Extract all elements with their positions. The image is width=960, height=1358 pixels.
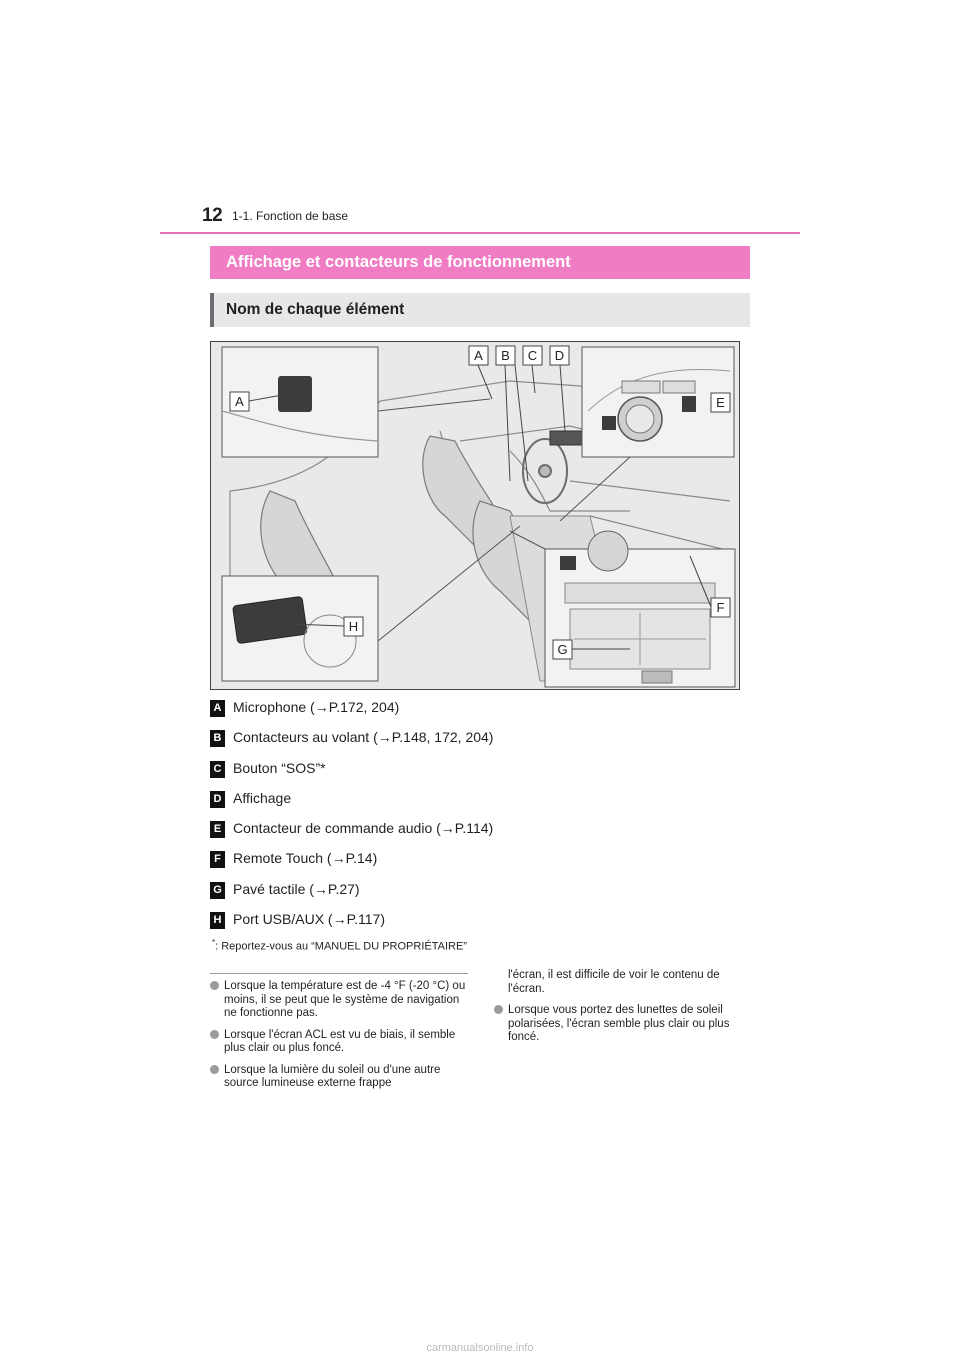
item-text: Port USB/AUX (→P.117) [233,911,385,928]
list-item [210,909,750,939]
item-letter-badge: D [210,791,225,808]
item-letter-badge: B [210,730,225,747]
list-item [210,697,750,727]
item-letter-badge: A [210,700,225,717]
note-continuation [494,969,754,996]
note-item [210,980,472,1021]
list-item [210,788,750,818]
callout-a-inset: A [235,394,244,409]
note-text: Lorsque l'écran ACL est vu de biais, il semble plus clair ou plus foncé. [224,1028,456,1054]
list-item [210,818,750,848]
note-item [210,1029,472,1056]
item-letter-badge: H [210,912,225,929]
item-text: Pavé tactile (→P.27) [233,880,360,897]
item-text: Microphone (→P.172, 204) [233,699,400,715]
bullet-icon [210,1030,219,1039]
item-letter-badge: E [210,821,225,838]
item-text: Contacteur de commande audio (→P.114) [233,820,494,837]
callout-h: H [348,619,359,634]
list-item [210,727,750,757]
item-letter-badge: G [210,882,225,899]
footnote [212,938,467,953]
bullet-icon [210,1065,219,1074]
item-text: Affichage [233,789,292,806]
bullet-icon [210,981,219,990]
element-list [210,697,750,939]
callout-g: G [557,642,568,657]
callout-d: D [554,348,565,363]
callout-b: B [501,348,510,363]
item-text: Bouton “SOS”* [233,759,326,776]
note-text: Lorsque vous portez des lunettes de soleil polarisées, l'écran semble plus clair ou plus foncé. [508,1004,730,1043]
notes-left-column [210,980,472,1099]
list-item [210,848,750,878]
subsection-title-bar: Nom de chaque élément [210,293,750,327]
footnote-text: : Reportez-vous au “MANUEL DU PROPRIÉTAIRE” [215,940,467,953]
note-item [494,1004,754,1045]
footnote-marker: * [212,938,216,947]
page-number: 12 [202,205,223,226]
note-item [210,1064,472,1091]
list-item [210,879,750,909]
section-title-bar: Affichage et contacteurs de fonctionnement [210,246,750,279]
notes-right-column [494,969,754,1053]
note-text: l'écran, il est difficile de voir le contenu de l'écran. [508,969,720,995]
notes-divider [210,973,468,974]
watermark: carmanualsonline.info [426,1342,534,1354]
header-section-title: 1-1. Fonction de base [232,209,349,223]
item-text: Remote Touch (→P.14) [233,850,378,867]
item-text: Contacteurs au volant (→P.148, 172, 204) [233,729,494,746]
note-text: Lorsque la lumière du soleil ou d'une autre source lumineuse externe frappe [224,1063,441,1089]
callout-f: F [716,600,725,615]
cockpit-illustration [210,341,740,690]
note-text: Lorsque la température est de -4 °F (-20 °C) ou moins, il se peut que le système de navigation ne fonctionne pas. [224,980,466,1019]
bullet-icon [494,1005,503,1014]
callout-c: C [527,348,538,363]
header-rule [160,232,800,234]
item-letter-badge: C [210,761,225,778]
list-item [210,758,750,788]
item-letter-badge: F [210,851,225,868]
callout-a: A [474,348,483,363]
callout-e: E [716,395,725,410]
